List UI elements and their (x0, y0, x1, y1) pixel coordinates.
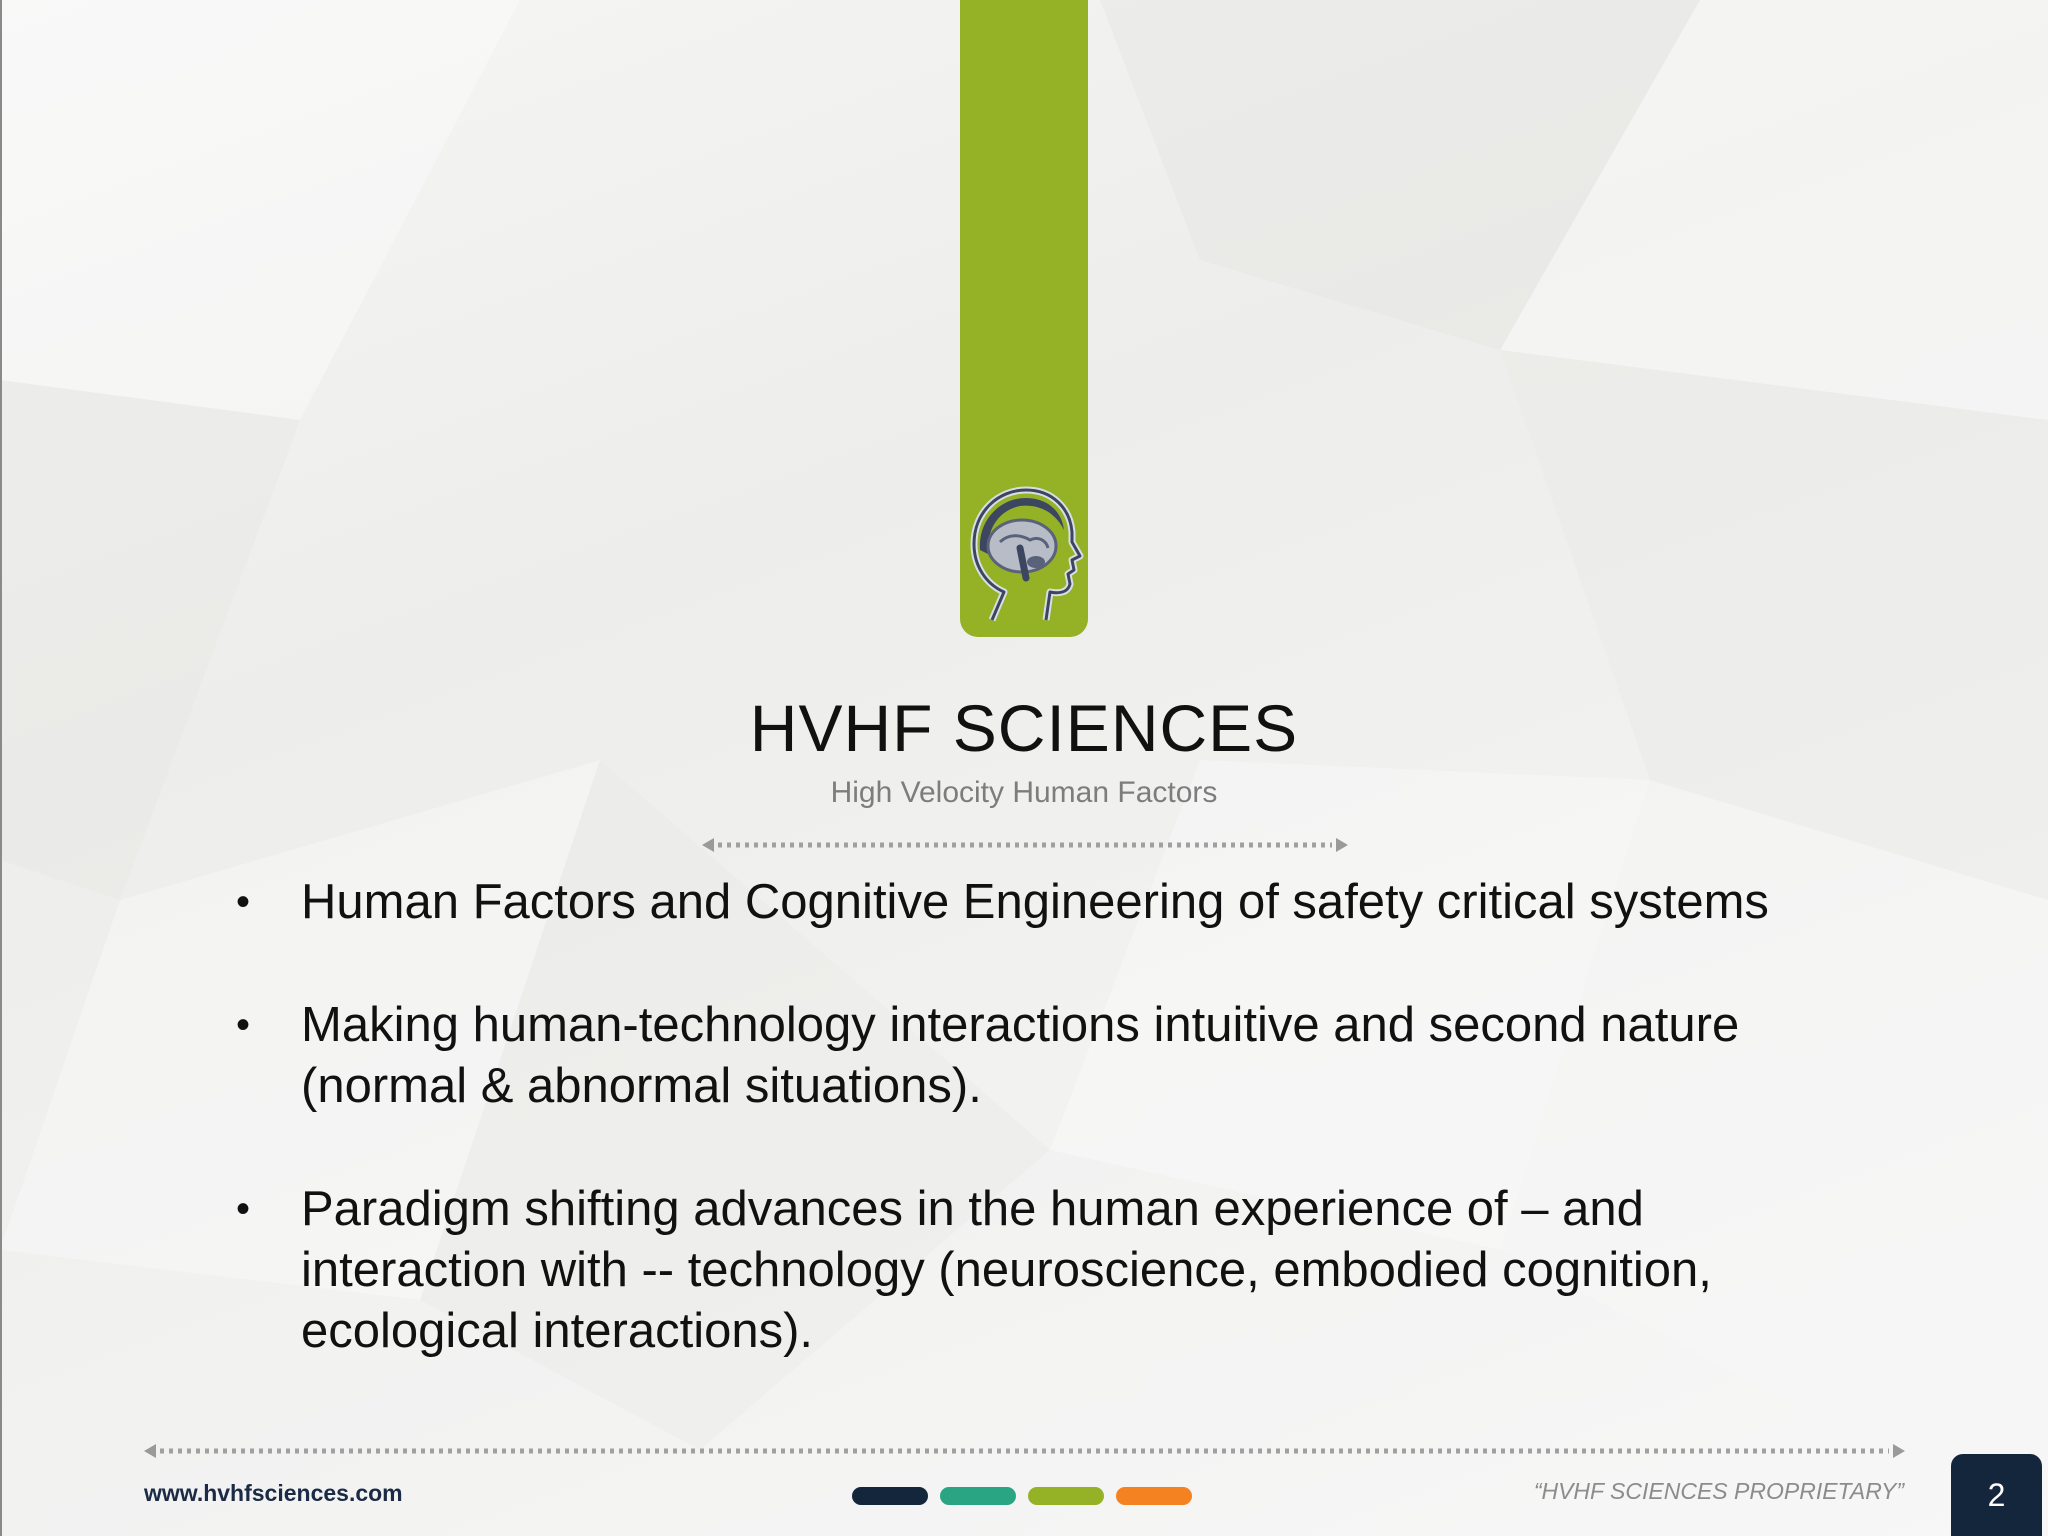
dotted-arrow-divider (700, 835, 1350, 855)
bullet-item (236, 995, 1876, 1117)
brand-subtitle: High Velocity Human Factors (830, 776, 1218, 809)
bullet-text: Paradigm shifting advances in the human experience of – and interaction with -- technology (neuroscience, embodied cognition, ecological interactions). (301, 1182, 1712, 1358)
color-pill-navy (852, 1487, 928, 1505)
footer-dotted-divider (142, 1441, 1907, 1461)
bullet-marker: • (236, 880, 251, 924)
bullet-text: Human Factors and Cognitive Engineering of safety critical systems (301, 875, 1769, 929)
page-number: 2 (1951, 1454, 2042, 1536)
brand-title: HVHF SCIENCES (749, 691, 1299, 765)
left-edge-line (0, 0, 2, 1536)
bullet-list (236, 872, 1876, 1424)
color-pill-orange (1116, 1487, 1192, 1505)
bullet-text: Making human-technology interactions intuitive and second nature (normal & abnormal situations). (301, 998, 1740, 1113)
bullet-item (236, 872, 1876, 933)
color-pill-teal (940, 1487, 1016, 1505)
color-pill-green (1028, 1487, 1104, 1505)
proprietary-notice: “HVHF SCIENCES PROPRIETARY” (1533, 1478, 1904, 1504)
bullet-marker: • (236, 1003, 251, 1047)
bullet-item (236, 1179, 1876, 1362)
bullet-marker: • (236, 1187, 251, 1231)
head-brain-icon (964, 480, 1088, 624)
footer-website-url[interactable]: www.hvhfsciences.com (144, 1480, 403, 1506)
